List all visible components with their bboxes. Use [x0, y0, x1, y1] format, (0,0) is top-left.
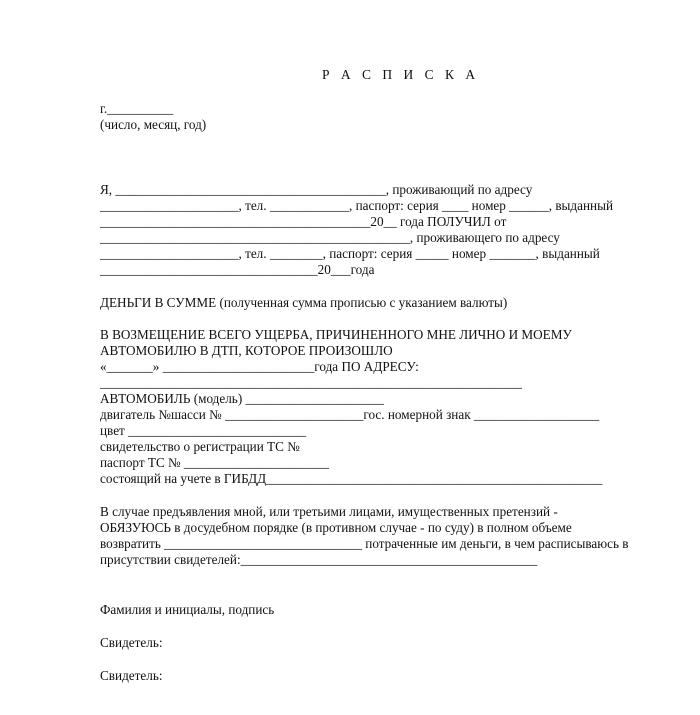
vehicle-line-color: цвет ___________________________ [100, 423, 307, 438]
obligation-line-4: присутствии свидетелей:_____________________________________________ [100, 552, 538, 567]
damage-line-4: ________________________________________________________________ [100, 375, 522, 390]
party-line-6: _________________________________20___года [100, 262, 375, 277]
damage-line-2: АВТОМОБИЛЮ В ДТП, КОТОРОЕ ПРОИЗОШЛО [100, 343, 393, 358]
vehicle-line-model: АВТОМОБИЛЬ (модель) _____________________ [100, 391, 384, 406]
party-line-5: _____________________, тел. ________, паспорт: серия _____ номер _______, выданный [100, 246, 600, 261]
vehicle-line-passport: паспорт ТС № ______________________ [100, 455, 329, 470]
party-line-4: _______________________________________________, проживающего по адресу [100, 230, 560, 245]
damage-line-3: «_______» _______________________года ПО АДРЕСУ: [100, 359, 419, 374]
witness-1: Свидетель: [100, 635, 163, 650]
party-line-2: _____________________, тел. ____________, паспорт: серия ____ номер ______, выданный [100, 198, 614, 213]
document-title: Р А С П И С К А [322, 67, 480, 82]
signature-line: Фамилия и инициалы, подпись [100, 602, 275, 617]
damage-line-1: В ВОЗМЕЩЕНИЕ ВСЕГО УЩЕРБА, ПРИЧИНЕННОГО МНЕ ЛИЧНО И МОЕМУ [100, 327, 572, 342]
witness-2: Свидетель: [100, 668, 163, 683]
obligation-line-1: В случае предъявления мной, или третьими лицами, имущественных претензий - [100, 504, 558, 519]
vehicle-line-registration: свидетельство о регистрации ТС № [100, 439, 300, 454]
party-line-1: Я, _________________________________________, проживающий по адресу [100, 182, 533, 197]
date-hint: (число, месяц, год) [100, 117, 207, 132]
obligation-line-2: ОБЯЗУЮСЬ в досудебном порядке (в противном случае - по суду) в полном объеме [100, 520, 572, 535]
vehicle-line-engine: двигатель №шасси № _____________________гос. номерной знак ___________________ [100, 407, 600, 422]
obligation-line-3: возвратить ______________________________ потраченные им деньги, в чем расписываюсь в [100, 536, 629, 551]
party-line-3: _________________________________________20__ года ПОЛУЧИЛ от [100, 214, 507, 229]
city-line: г.__________ [100, 101, 174, 116]
vehicle-line-gibdd: состоящий на учете в ГИБДД___________________________________________________ [100, 471, 603, 486]
money-line: ДЕНЬГИ В СУММЕ (полученная сумма прописью с указанием валюты) [100, 295, 508, 310]
